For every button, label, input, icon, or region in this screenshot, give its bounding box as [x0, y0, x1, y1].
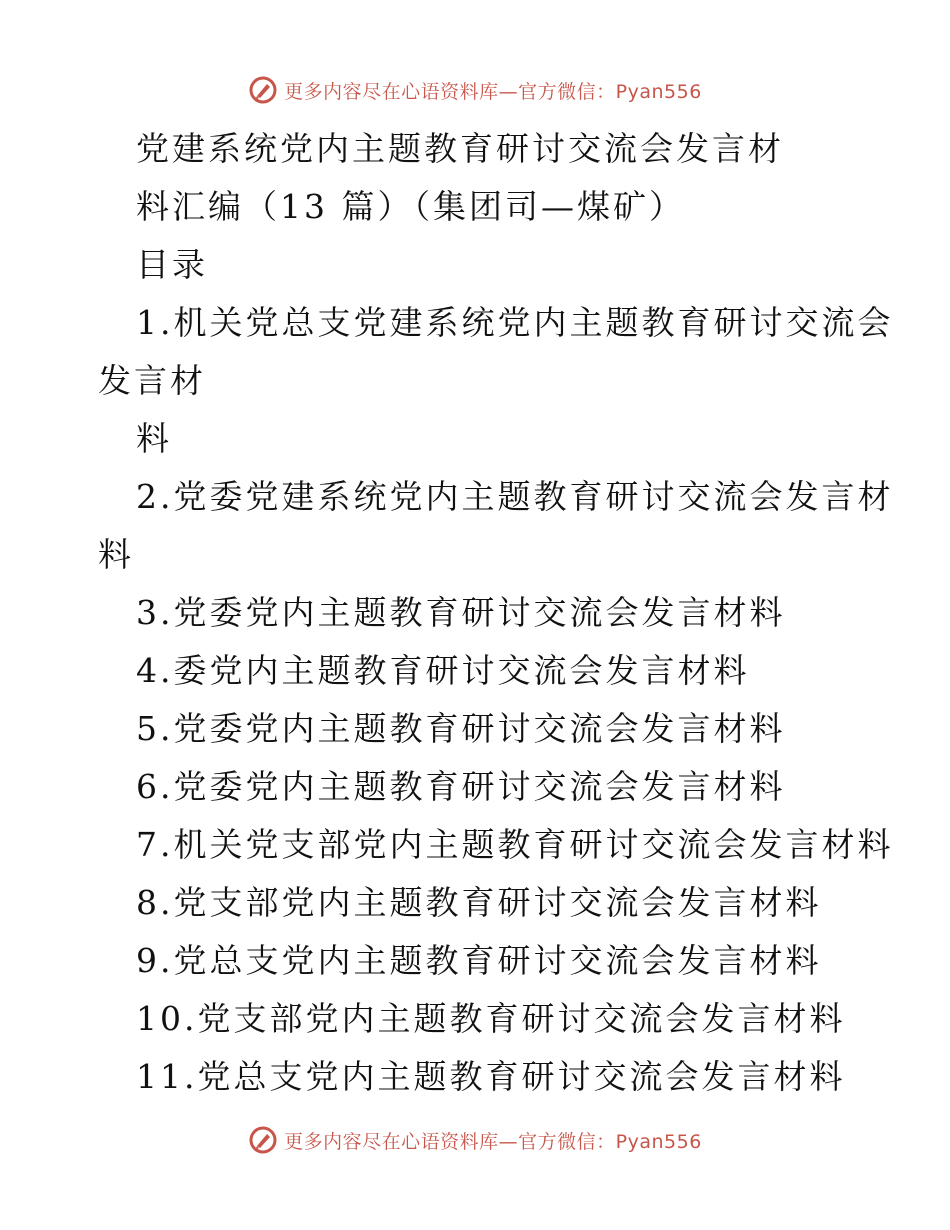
toc-item: 10.党支部党内主题教育研讨交流会发言材料 — [136, 999, 846, 1038]
watermark-banner-top — [0, 72, 950, 108]
toc-item: 6.党委党内主题教育研讨交流会发言材料 — [136, 767, 786, 806]
toc-item-continuation: 发言材 — [98, 361, 206, 400]
toc-item: 5.党委党内主题教育研讨交流会发言材料 — [136, 709, 786, 748]
toc-item-text: 2.党委党建系统党内主题教育研讨交流会发言材 — [136, 477, 894, 516]
pen-logo-icon — [248, 75, 278, 105]
toc-item: 4.委党内主题教育研讨交流会发言材料 — [136, 651, 750, 690]
watermark-text: 更多内容尽在心语资料库—官方微信：Pyan556 — [284, 80, 702, 103]
toc-item — [98, 294, 894, 468]
document-title-line-1: 党建系统党内主题教育研讨交流会发言材 — [136, 129, 784, 168]
document-body — [98, 120, 894, 1106]
toc-item: 3.党委党内主题教育研讨交流会发言材料 — [136, 593, 786, 632]
toc-item: 9.党总支党内主题教育研讨交流会发言材料 — [136, 941, 822, 980]
toc-item-text: 1.机关党总支党建系统党内主题教育研讨交流会 — [136, 303, 894, 342]
toc-item-continuation: 料 — [136, 419, 172, 458]
toc-item: 7.机关党支部党内主题教育研讨交流会发言材料 — [136, 825, 894, 864]
toc-item: 8.党支部党内主题教育研讨交流会发言材料 — [136, 883, 822, 922]
toc-item: 11.党总支党内主题教育研讨交流会发言材料 — [136, 1057, 846, 1096]
watermark-banner-bottom — [0, 1122, 950, 1158]
watermark-text: 更多内容尽在心语资料库—官方微信：Pyan556 — [284, 1130, 702, 1153]
toc-item — [98, 468, 894, 584]
toc-item-continuation: 料 — [98, 535, 134, 574]
pen-logo-icon — [248, 1125, 278, 1155]
document-title-line-2: 料汇编（13 篇）（集团司—煤矿） — [136, 187, 685, 226]
toc-heading: 目录 — [136, 245, 208, 284]
